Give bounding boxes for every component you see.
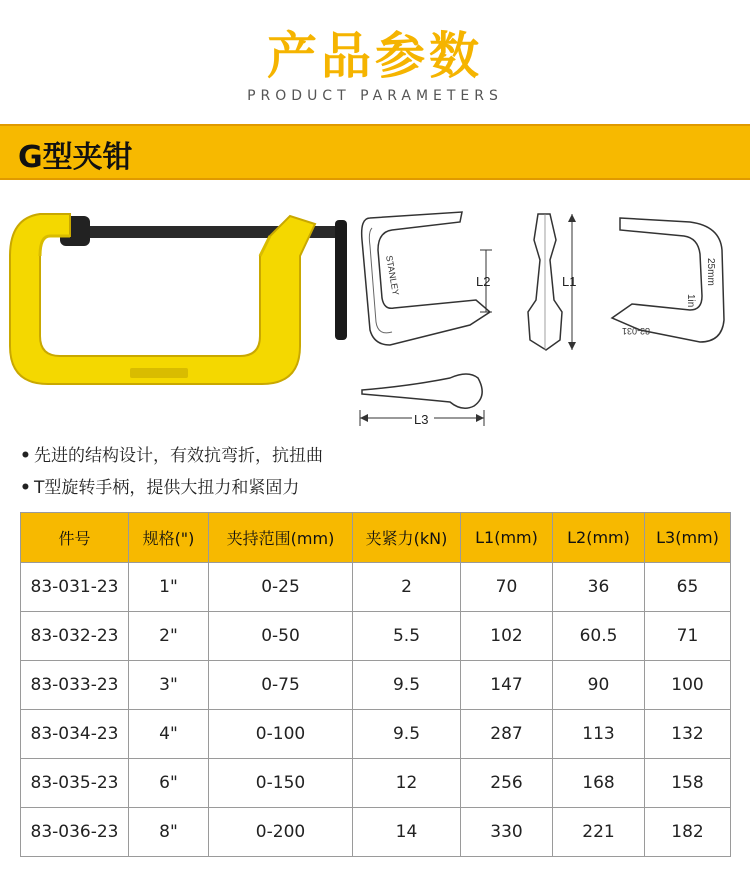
section-title: G型夹钳 — [18, 140, 133, 175]
col-l3: L3(mm) — [645, 513, 731, 563]
col-l2: L2(mm) — [553, 513, 645, 563]
technical-drawing — [350, 200, 750, 440]
table-header-row — [21, 513, 731, 563]
side-mark-in: 1in — [685, 294, 696, 308]
clamp-t-handle — [335, 220, 347, 340]
table-row: 83-036-23 8" 0-200 14 330 221 182 — [21, 808, 731, 857]
page-subtitle: PRODUCT PARAMETERS — [247, 88, 503, 104]
top-view — [362, 374, 482, 408]
product-image — [0, 196, 360, 416]
dimension-drawing — [350, 200, 750, 440]
table-row: 83-034-23 4" 0-100 9.5 287 113 132 — [21, 710, 731, 759]
col-size: 规格(") — [129, 513, 209, 563]
section-bar — [0, 124, 750, 180]
spec-table — [20, 512, 731, 857]
bullet-icon: • — [20, 478, 31, 498]
label-l1: L1 — [562, 274, 577, 289]
feature-list — [20, 440, 740, 504]
col-part-no: 件号 — [21, 513, 129, 563]
front-view-left — [362, 212, 490, 345]
side-mark-part: 83-031 — [621, 326, 650, 336]
table-row: 83-032-23 2" 0-50 5.5 102 60.5 71 — [21, 612, 731, 661]
feature-item: • T型旋转手柄，提供大扭力和紧固力 — [20, 472, 740, 504]
feature-item: • 先进的结构设计，有效抗弯折，抗扭曲 — [20, 440, 740, 472]
page-title: 产品参数 — [267, 27, 483, 85]
g-clamp-illustration — [0, 196, 360, 416]
table-row: 83-031-23 1" 0-25 2 70 36 65 — [21, 563, 731, 612]
col-range: 夹持范围(mm) — [209, 513, 353, 563]
side-mark-mm: 25mm — [705, 258, 716, 286]
clamp-brand-plate — [130, 368, 188, 378]
label-l3: L3 — [414, 412, 429, 427]
col-force: 夹紧力(kN) — [353, 513, 461, 563]
table-row: 83-035-23 6" 0-150 12 256 168 158 — [21, 759, 731, 808]
page-header — [0, 0, 750, 120]
table-row: 83-033-23 3" 0-75 9.5 147 90 100 — [21, 661, 731, 710]
col-l1: L1(mm) — [461, 513, 553, 563]
brand-mark-drawing: STANLEY — [384, 254, 401, 297]
label-l2: L2 — [476, 274, 491, 289]
bullet-icon: • — [20, 446, 31, 466]
